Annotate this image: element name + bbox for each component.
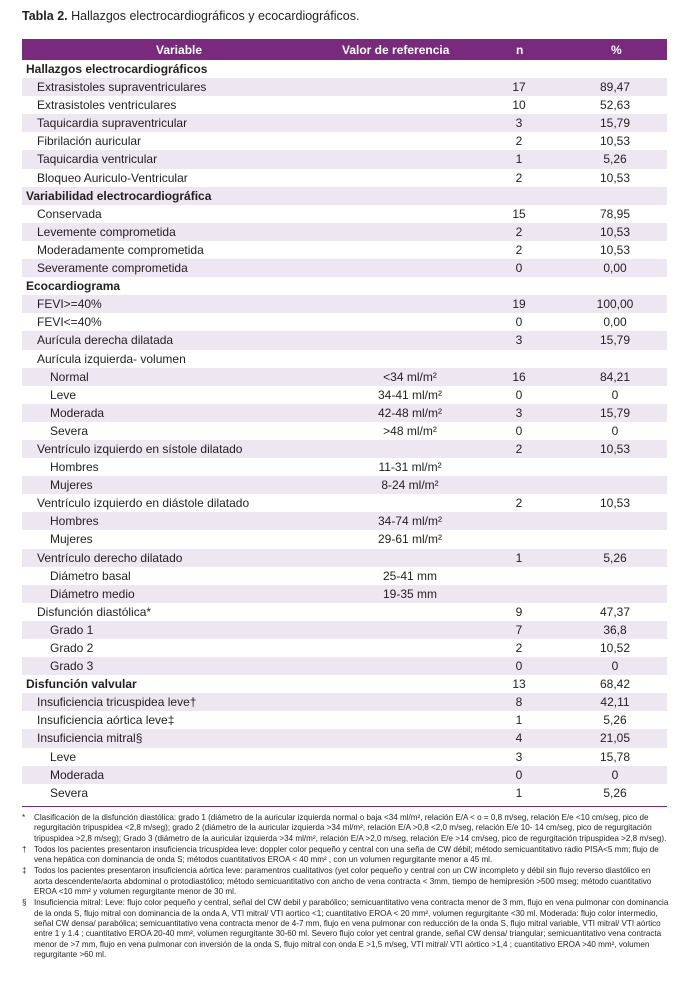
header-n: n (516, 43, 524, 57)
footnote-symbol: ‡ (22, 866, 27, 876)
row-reference-value: 8-24 ml/m² (381, 478, 439, 493)
row-percent: 5,26 (603, 713, 627, 728)
footnote-text: Todos los pacientes presentaron insuficiencia aórtica leve: paramentros cualitativos (yet color pequeño y central con un CW incompleto y débil sin flujo reverso diastólico en aorta descendente/aorta abdominal o protodiastólico; método semicuantitativo con ancho de vena contracta < 3mm, tiempo de hemipresión >500 mseg; método cuantitativo EROA <10 mm² y volumen regurgitante menor de 30 ml. (34, 866, 652, 897)
row-count: 1 (515, 713, 523, 728)
row-label: Fibrilación auricular (37, 134, 142, 149)
row-reference-value: 42-48 ml/m² (377, 405, 442, 420)
row-count: 2 (515, 134, 523, 149)
table-row (22, 205, 667, 223)
row-label: Mujeres (50, 532, 93, 547)
row-label: Severa (50, 785, 89, 800)
table-row (22, 241, 667, 259)
row-percent: 5,26 (603, 550, 627, 565)
row-count: 2 (515, 441, 523, 456)
header-ref: Valor de referencia (342, 43, 450, 57)
table-row (22, 295, 667, 313)
row-label: Severamente comprometida (37, 261, 188, 276)
table-row (22, 259, 667, 277)
row-reference-value: 25-41 mm (382, 568, 438, 583)
row-count: 2 (515, 224, 523, 239)
row-count: 2 (515, 242, 523, 257)
row-percent: 15,78 (599, 749, 631, 764)
section-row (22, 675, 667, 693)
footnote-symbol: § (22, 898, 27, 908)
row-percent: 0,00 (603, 315, 627, 330)
row-reference-value: 34-41 ml/m² (377, 387, 442, 402)
row-label: Ecocardiograma (26, 279, 121, 294)
row-reference-value: 11-31 ml/m² (378, 460, 442, 475)
row-percent: 0,00 (603, 261, 627, 276)
table-row (22, 784, 667, 802)
table-row (22, 96, 667, 114)
row-label: Grado 1 (50, 622, 94, 637)
row-reference-value: >48 ml/m² (383, 423, 437, 438)
table-row (22, 422, 667, 440)
row-label: Leve (50, 749, 77, 764)
row-reference-value: 19-35 mm (382, 586, 438, 601)
row-label: Hombres (50, 514, 99, 529)
row-label: Diámetro basal (50, 568, 131, 583)
row-percent: 5,26 (603, 152, 627, 167)
footnote (22, 898, 670, 960)
row-count: 1 (515, 785, 523, 800)
row-percent: 0 (611, 423, 619, 438)
table-row (22, 657, 667, 675)
row-count: 17 (512, 80, 526, 95)
section-row (22, 277, 667, 295)
row-percent: 10,53 (599, 170, 631, 185)
row-label: Conservada (37, 206, 102, 221)
row-label: Grado 3 (50, 659, 94, 674)
row-label: Aurícula derecha dilatada (37, 333, 174, 348)
row-percent: 47,37 (599, 604, 631, 619)
table-row (22, 114, 667, 132)
row-percent: 68,42 (599, 677, 631, 692)
row-reference-value: 34-74 ml/m² (377, 514, 442, 529)
row-count: 7 (515, 622, 523, 637)
header-variable: Variable (156, 43, 203, 57)
row-count: 16 (512, 369, 526, 384)
row-count: 3 (515, 405, 523, 420)
table-row (22, 512, 667, 530)
table-row (22, 549, 667, 567)
row-label: Disfunción diastólica* (37, 604, 152, 619)
table-row (22, 639, 667, 657)
row-label: Disfunción valvular (26, 677, 137, 692)
row-count: 1 (515, 152, 523, 167)
row-percent: 0 (611, 767, 619, 782)
row-label: Ventrículo derecho dilatado (37, 550, 183, 565)
row-label: Taquicardia ventricular (37, 152, 158, 167)
row-label: Leve (50, 387, 77, 402)
row-percent: 89,47 (599, 80, 631, 95)
table-row (22, 386, 667, 404)
row-count: 10 (512, 98, 526, 113)
row-label: Ventrículo izquierdo en sístole dilatado (37, 441, 243, 456)
row-count: 3 (515, 749, 523, 764)
table-row (22, 693, 667, 711)
table-row (22, 530, 667, 548)
row-count: 0 (515, 767, 523, 782)
caption-text: Hallazgos electrocardiográficos y ecocardiográficos. (67, 9, 360, 23)
row-count: 2 (515, 641, 523, 655)
row-percent: 0 (611, 387, 619, 402)
row-percent: 15,79 (599, 116, 631, 131)
row-count: 3 (515, 116, 523, 131)
row-label: Variabilidad electrocardiográfica (26, 188, 212, 203)
footnote (22, 866, 670, 897)
row-percent: 42,11 (600, 695, 630, 710)
row-label: Levemente comprometida (37, 224, 176, 239)
footnote-text: Insuficiencia mitral: Leve: flujo color pequeño y central, señal del CW debil y parabólico; semicuantitativo vena contracta menor de 3 mm, flujo en vena pulmonar con dominancia de la onda S, flujo mitral con dominancia de la onda A, VTI mitral/ VTI aortico <1; cuantitativo EROA < 20 mm², volumen regurgitante <30 ml. Moderada: flujo color intermedio, señal CW densa/ parabólica; semicuantitativo vena contracta menor de 4-7 mm, flujo en vena pulmonar con reducción de la onda S, flujo mitral variable, VTI mitral/ VTI aórtico entre 1 y 1.4 ; cuantitativo EROA 20-40 mm², volumen regurgitante 30-60 ml. Severo flujo color yet central grande, señal CW densa/ triangular; semicuantitativo vena contracta menor de >7 mm, flujo en vena pulmonar con inversión de la onda S, flujo mitral con onda E >1,5 m/seg, VTI mitral/ VTI aórtico >1,4 ; cuantitativo EROA >40 mm², volumen regurgitante >60 ml. (34, 898, 669, 959)
footnote-text: Clasificación de la disfunción diastólica: grado 1 (diámetro de la auricular izquierda normal o baja <34 ml/m², relación E/A < o = 0,8 m/seg, relación E/e <10 cm/seg, pico de regurgitación tripuspidea <2,8 m/seg); grado 2 (diámetro de la auricular izquierda >34 ml/m², relación E/A >0,8 <2,0 m/seg, relación E/e 10- 14 cm/seg, pico de regurgitación tripuspidea >2,8 m/seg); Grado 3 (diámetro de la auricular izquierda >34 ml/m², relación E/A >2,0 m/seg, relación E/e >14 cm/seg, pico de regurgitación tripuspidea >2,8 m/seg). (34, 813, 667, 843)
row-label: Extrasistoles supraventriculares (37, 80, 207, 95)
footnote-symbol: * (22, 813, 26, 822)
row-label: Mujeres (50, 478, 93, 493)
table-row (22, 476, 667, 494)
row-reference-value: 29-61 ml/m² (377, 532, 442, 547)
table-row (22, 748, 667, 766)
table-row (22, 711, 667, 729)
row-percent: 10,53 (599, 441, 631, 456)
row-count: 2 (515, 496, 523, 511)
footnote-symbol: † (22, 844, 27, 854)
row-count: 8 (515, 695, 523, 710)
row-percent: 0 (611, 659, 619, 674)
row-label: Diámetro medio (50, 586, 135, 601)
row-count: 0 (515, 387, 523, 402)
table-row (22, 404, 667, 422)
row-label: Grado 2 (50, 641, 94, 655)
row-label: Bloqueo Auriculo-Ventricular (37, 170, 188, 185)
row-count: 0 (515, 423, 523, 438)
row-percent: 10,53 (599, 496, 631, 511)
table-row (22, 585, 667, 603)
row-count: 0 (515, 659, 523, 674)
row-count: 13 (512, 677, 526, 692)
table-row (22, 150, 667, 168)
table-row (22, 494, 667, 512)
table-row (22, 458, 667, 476)
table-row (22, 223, 667, 241)
footnote (22, 845, 670, 866)
row-label: Insuficiencia aórtica leve‡ (37, 713, 175, 728)
row-label: Taquicardia supraventricular (37, 116, 188, 131)
row-label: Moderadamente comprometida (37, 242, 204, 257)
table-caption (22, 9, 359, 23)
row-percent: 5,26 (603, 785, 627, 800)
footnote (22, 813, 670, 844)
row-label: Extrasistoles ventriculares (37, 98, 177, 113)
row-count: 19 (512, 297, 526, 312)
row-label: Hombres (50, 460, 99, 475)
table-row (22, 350, 667, 368)
row-percent: 10,53 (599, 224, 631, 239)
row-percent: 36,8 (603, 622, 627, 637)
row-percent: 15,79 (599, 333, 631, 348)
row-percent: 78,95 (599, 206, 631, 221)
table-row (22, 766, 667, 784)
row-label: Ventrículo izquierdo en diástole dilatado (37, 496, 250, 511)
row-count: 15 (512, 206, 526, 221)
row-count: 0 (515, 261, 523, 276)
table-row (22, 621, 667, 639)
section-row (22, 187, 667, 205)
section-row (22, 60, 667, 78)
table-row (22, 313, 667, 331)
row-count: 1 (515, 550, 523, 565)
row-label: Aurícula izquierda- volumen (37, 351, 186, 366)
row-percent: 15,79 (599, 405, 631, 420)
row-percent: 10,52 (599, 641, 631, 655)
row-percent: 10,53 (599, 134, 631, 149)
row-count: 0 (515, 315, 523, 330)
row-count: 3 (515, 333, 523, 348)
row-label: Insuficiencia tricuspidea leve† (37, 695, 197, 710)
findings-table (22, 39, 667, 802)
row-label: Insuficiencia mitral§ (37, 731, 143, 746)
table-footnotes (22, 813, 670, 961)
row-label: FEVI<=40% (37, 315, 102, 330)
row-count: 2 (515, 170, 523, 185)
row-count: 9 (515, 604, 523, 619)
row-label: Normal (50, 369, 89, 384)
row-reference-value: <34 ml/m² (383, 369, 437, 384)
row-percent: 52,63 (599, 98, 631, 113)
row-percent: 21,05 (599, 731, 631, 746)
row-label: FEVI>=40% (37, 297, 102, 312)
table-row (22, 331, 667, 349)
footnote-text: Todos los pacientes presentaron insuficiencia tricuspidea leve: doppler color pequeño y central con una seña de CW débil; método semicuantitativo radio PISA<5 mm; flujo de vena hepática con dominancia de onda S; métodos cuantitativos EROA < 40 mm² , con un volumen regurgitante menor a 45 ml. (34, 844, 659, 865)
table-row (22, 78, 667, 96)
row-percent: 10,53 (599, 242, 631, 257)
table-row (22, 729, 667, 747)
row-label: Hallazgos electrocardiográficos (26, 62, 208, 76)
table-body (22, 60, 667, 802)
table-header (22, 39, 667, 60)
header-pct: % (611, 43, 622, 57)
row-count: 4 (515, 731, 523, 746)
table-row (22, 567, 667, 585)
table-row (22, 368, 667, 386)
table-row (22, 132, 667, 150)
row-label: Moderada (50, 405, 105, 420)
table-bottom-rule (22, 806, 667, 807)
table-row (22, 603, 667, 621)
row-percent: 84,21 (599, 369, 631, 384)
table-row (22, 440, 667, 458)
table-row (22, 169, 667, 187)
row-label: Moderada (50, 767, 105, 782)
row-percent: 100,00 (596, 297, 634, 312)
row-label: Severa (50, 423, 89, 438)
caption-label: Tabla 2. (22, 9, 68, 23)
